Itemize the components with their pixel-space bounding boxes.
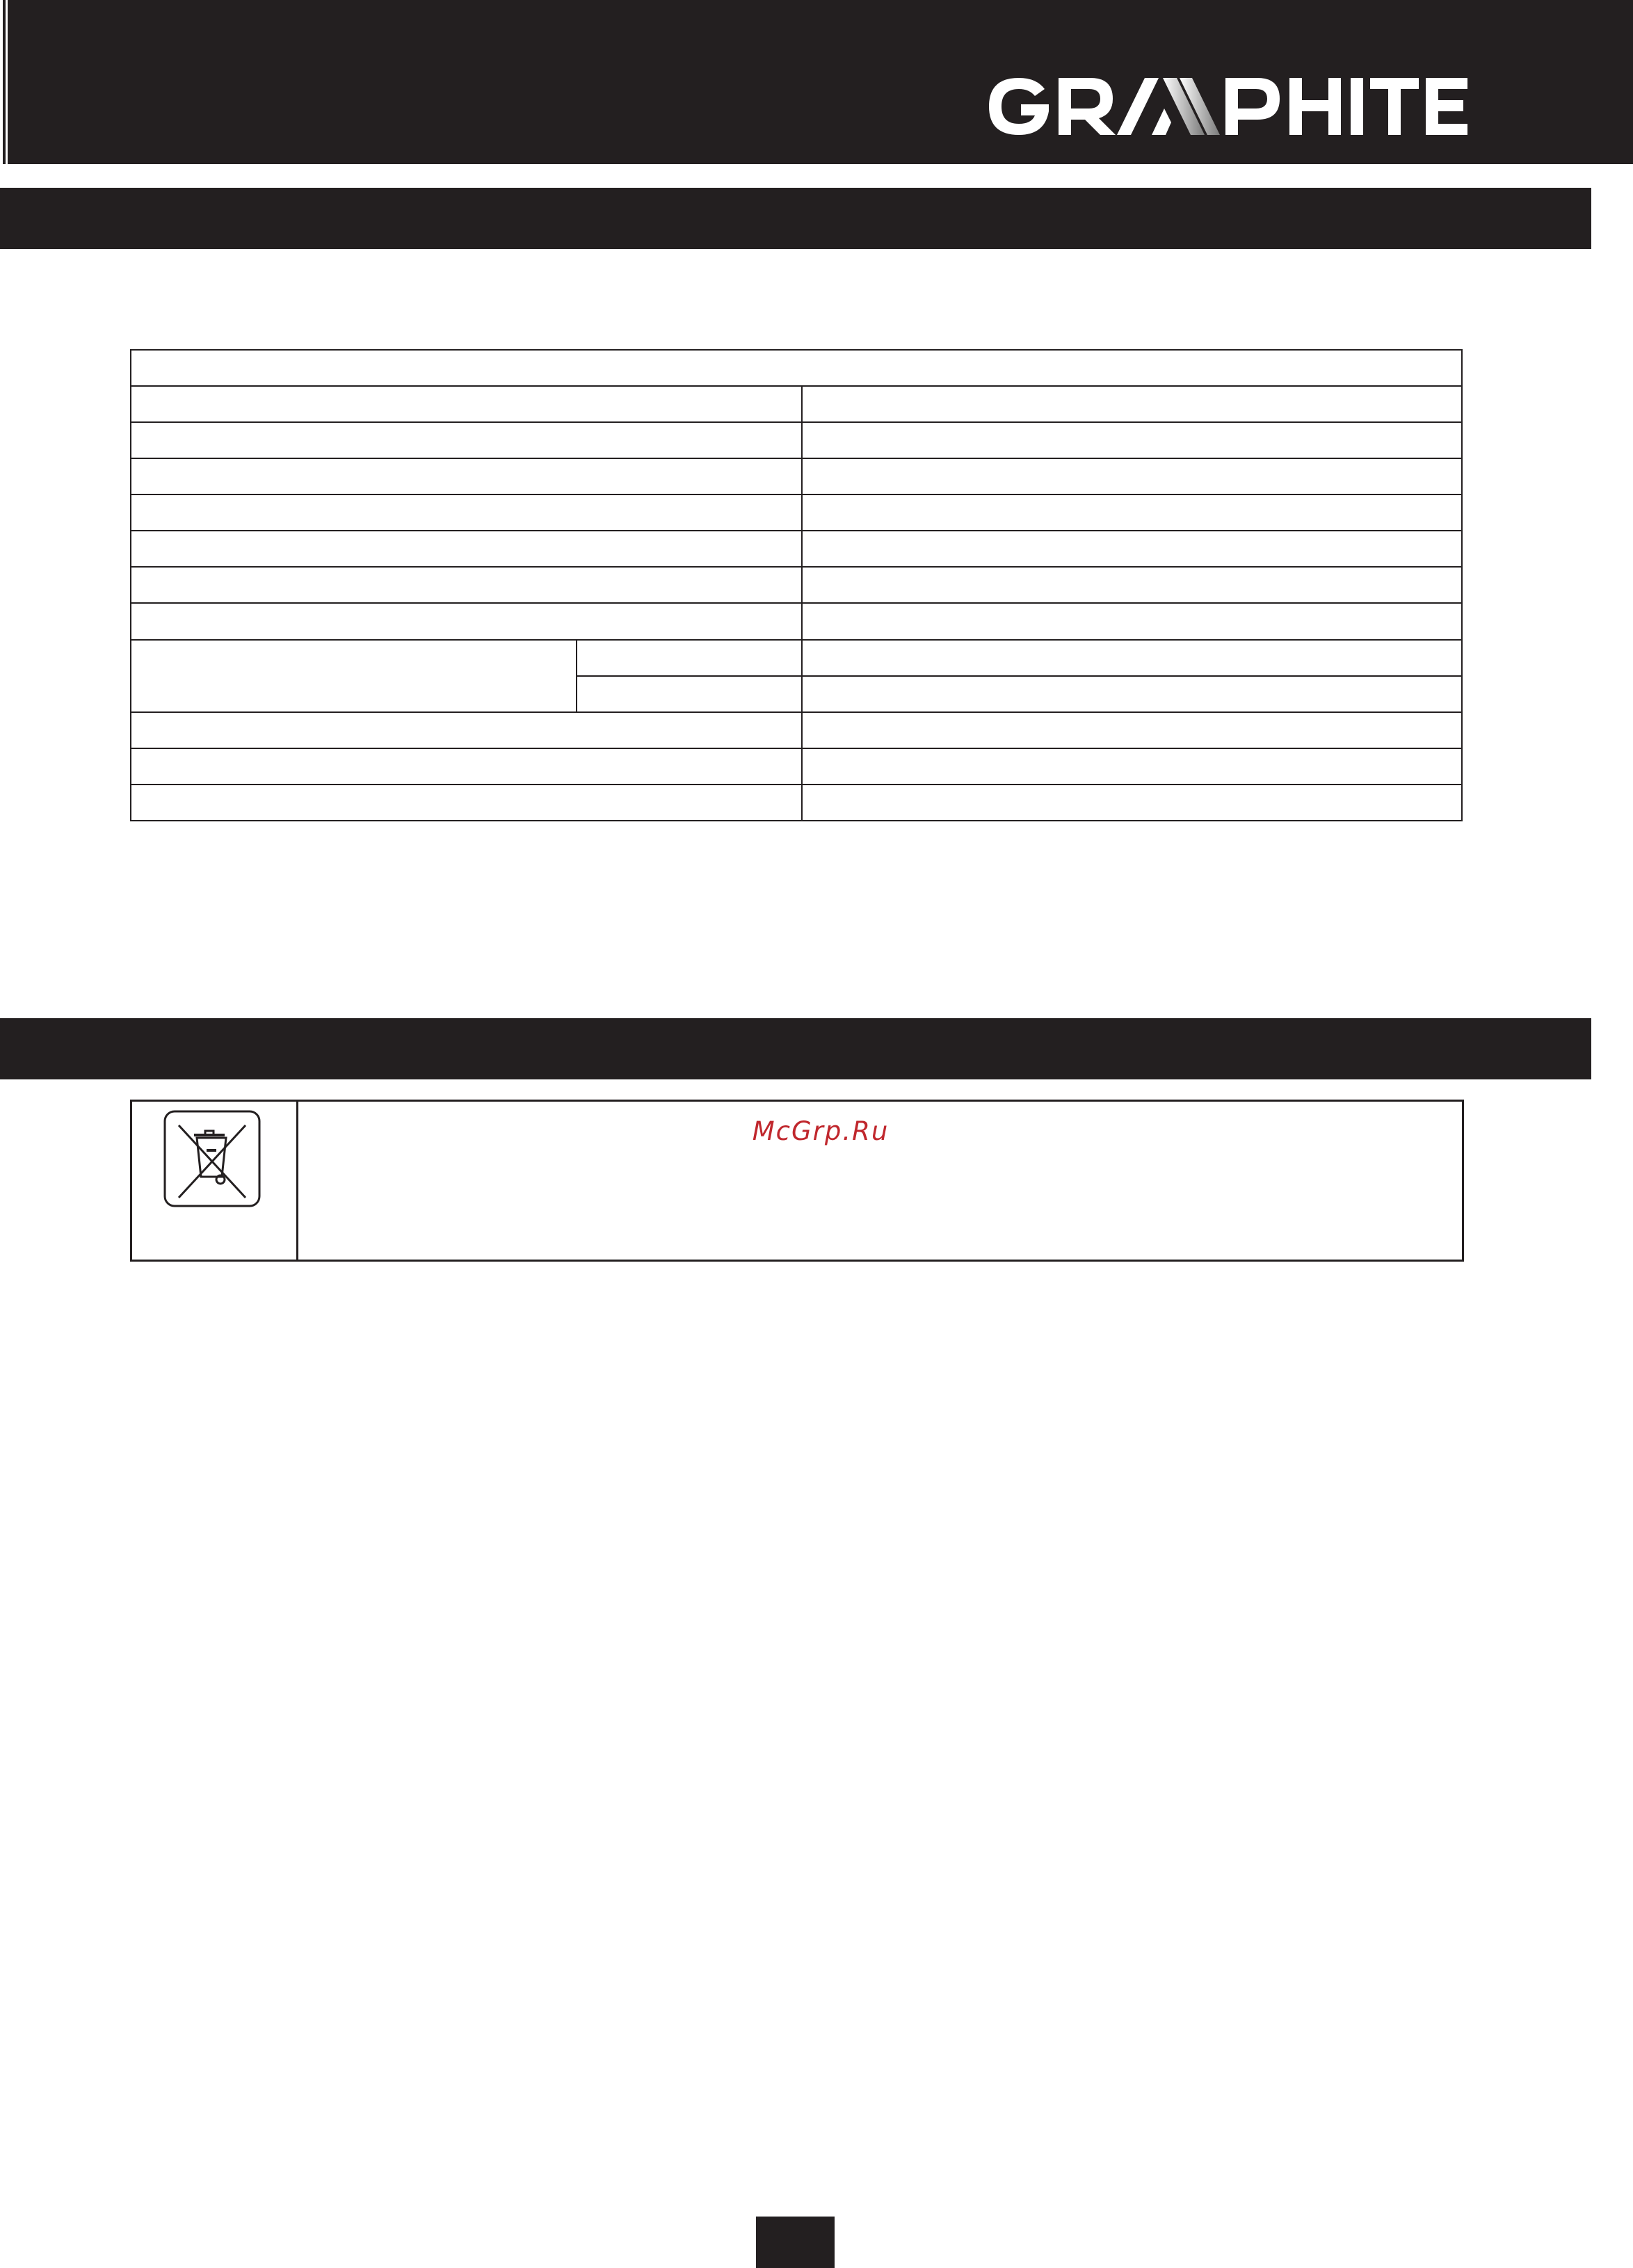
spec-label — [131, 640, 577, 712]
spec-label — [131, 748, 802, 785]
table-row — [131, 785, 1462, 821]
crossed-out-wheelie-bin-icon — [163, 1110, 261, 1207]
spec-label — [131, 785, 802, 821]
table-row — [131, 748, 1462, 785]
spec-value — [802, 567, 1462, 603]
spec-value — [802, 785, 1462, 821]
spec-table-title — [131, 350, 1462, 386]
spec-value — [802, 712, 1462, 748]
header-edge — [0, 0, 3, 164]
table-row — [131, 422, 1462, 458]
spec-sublabel — [577, 640, 802, 676]
spec-label — [131, 386, 802, 422]
spec-label — [131, 531, 802, 567]
disposal-divider — [296, 1102, 298, 1260]
spec-label — [131, 494, 802, 531]
table-row — [131, 712, 1462, 748]
spec-value — [802, 422, 1462, 458]
spec-value — [802, 748, 1462, 785]
table-row — [131, 386, 1462, 422]
spec-label — [131, 603, 802, 639]
graphite-logo — [981, 68, 1474, 145]
spec-sublabel — [577, 676, 802, 712]
table-row — [131, 458, 1462, 494]
spec-label — [131, 567, 802, 603]
page-number — [756, 2217, 835, 2268]
spec-value — [802, 603, 1462, 639]
spec-value — [802, 640, 1462, 676]
technical-data-heading-bar — [0, 188, 1591, 249]
spec-value — [802, 531, 1462, 567]
spec-value — [802, 386, 1462, 422]
spec-table — [130, 349, 1463, 821]
table-row — [131, 567, 1462, 603]
table-row — [131, 494, 1462, 531]
spec-value — [802, 458, 1462, 494]
spec-value — [802, 676, 1462, 712]
spec-label — [131, 422, 802, 458]
spec-table-title-row — [131, 350, 1462, 386]
spec-label — [131, 458, 802, 494]
table-row — [131, 531, 1462, 567]
page-header — [0, 0, 1633, 164]
table-row — [131, 603, 1462, 639]
header-edge-line — [6, 0, 8, 164]
spec-label — [131, 712, 802, 748]
table-row — [131, 640, 1462, 676]
spec-value — [802, 494, 1462, 531]
watermark: McGrp.Ru — [752, 1116, 890, 1146]
disposal-heading-bar — [0, 1018, 1591, 1079]
